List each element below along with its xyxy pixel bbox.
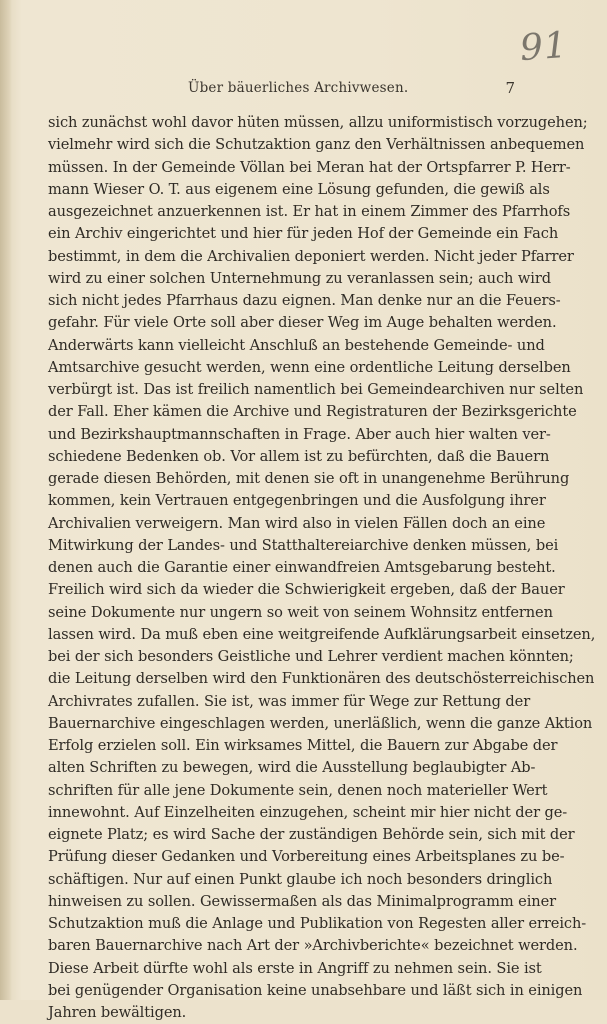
text-line: seine Dokumente nur ungern so weit von seinem Wohnsitz entfernen <box>48 603 553 621</box>
text-line: schriften für alle jene Dokumente sein, denen noch materieller Wert <box>48 781 548 799</box>
text-line: mann Wieser O. T. aus eigenem eine Lösung gefunden, die gewiß als <box>48 180 550 198</box>
text-line: Archivrates zufallen. Sie ist, was immer für Wege zur Rettung der <box>48 692 531 710</box>
text-line: schäftigen. Nur auf einen Punkt glaube ich noch besonders dringlich <box>48 870 553 888</box>
text-line: Anderwärts kann vielleicht Anschluß an bestehende Gemeinde- und <box>48 336 545 354</box>
text-line: lassen wird. Da muß eben eine weitgreifende Aufklärungsarbeit einsetzen, <box>48 625 596 643</box>
text-line: Freilich wird sich da wieder die Schwierigkeit ergeben, daß der Bauer <box>48 581 565 599</box>
text-line: bei der sich besonders Geistliche und Lehrer verdient machen könnten; <box>48 648 574 665</box>
text-line: hinweisen zu sollen. Gewissermaßen als das Minimalprogramm einer <box>48 892 556 910</box>
text-line: bei genügender Organisation keine unabsehbare und läßt sich in einigen <box>48 981 583 999</box>
text-line: Jahren bewältigen. <box>48 1004 187 1021</box>
text-line: die Leitung derselben wird den Funktionären des deutschösterreichischen <box>48 670 595 688</box>
text-line: Diese Arbeit dürfte wohl als erste in Angriff zu nehmen sein. Sie ist <box>48 959 542 977</box>
page-number: 7 <box>505 79 515 97</box>
text-line: Amtsarchive gesucht werden, wenn eine ordentliche Leitung derselben <box>48 358 571 376</box>
text-line: eignete Platz; es wird Sache der zuständigen Behörde sein, sich mit der <box>48 826 575 843</box>
text-line: müssen. In der Gemeinde Völlan bei Meran hat der Ortspfarrer P. Herr- <box>48 158 571 176</box>
text-line: vielmehr wird sich die Schutzaktion ganz den Verhältnissen anbequemen <box>48 136 585 154</box>
text-line: und Bezirkshauptmannschaften in Frage. Aber auch hier walten ver- <box>48 425 551 443</box>
text-line: gefahr. Für viele Orte soll aber dieser Weg im Auge behalten werden. <box>48 314 557 332</box>
text-line: ein Archiv eingerichtet und hier für jeden Hof der Gemeinde ein Fach <box>48 225 559 243</box>
text-line: sich nicht jedes Pfarrhaus dazu eignen. Man denke nur an die Feuers- <box>48 292 561 309</box>
text-line: gerade diesen Behörden, mit denen sie oft in unangenehme Berührung <box>48 470 570 487</box>
text-line: bestimmt, in dem die Archivalien deponiert werden. Nicht jeder Pfarrer <box>48 247 574 265</box>
text-line: baren Bauernarchive nach Art der »Archivberichte« bezeichnet werden. <box>48 937 578 955</box>
running-title: Über bäuerliches Archivwesen. <box>188 80 409 96</box>
text-line: sich zunächst wohl davor hüten müssen, allzu uniformistisch vorzugehen; <box>48 114 588 131</box>
text-line: Archivalien verweigern. Man wird also in vielen Fällen doch an eine <box>48 514 546 532</box>
text-line: denen auch die Garantie einer einwandfreien Amtsgebarung besteht. <box>48 559 556 576</box>
text-line: Prüfung dieser Gedanken und Vorbereitung eines Arbeitsplanes zu be- <box>48 848 565 866</box>
text-line: Mitwirkung der Landes- und Statthaltereiarchive denken müssen, bei <box>48 536 559 554</box>
text-line: schiedene Bedenken ob. Vor allem ist zu befürchten, daß die Bauern <box>48 447 550 465</box>
text-line: Erfolg erzielen soll. Ein wirksames Mittel, die Bauern zur Abgabe der <box>48 737 558 754</box>
text-line: der Fall. Eher kämen die Archive und Registraturen der Bezirksgerichte <box>48 403 577 421</box>
text-line: kommen, kein Vertrauen entgegenbringen und die Ausfolgung ihrer <box>48 492 546 510</box>
text-line: verbürgt ist. Das ist freilich namentlich bei Gemeindearchiven nur selten <box>48 381 584 398</box>
text-line: Schutzaktion muß die Anlage und Publikation von Regesten aller erreich- <box>48 915 587 932</box>
text-line: alten Schriften zu bewegen, wird die Ausstellung beglaubigter Ab- <box>48 759 536 777</box>
text-line: wird zu einer solchen Unternehmung zu veranlassen sein; auch wird <box>48 269 551 287</box>
handwritten-folio-number: 91 <box>518 24 570 70</box>
text-line: ausgezeichnet anzuerkennen ist. Er hat in einem Zimmer des Pfarrhofs <box>48 203 571 220</box>
body-text <box>48 112 596 1024</box>
page-binding-edge <box>0 0 12 1000</box>
text-line: Bauernarchive eingeschlagen werden, unerläßlich, wenn die ganze Aktion <box>48 714 593 732</box>
text-line: innewohnt. Auf Einzelheiten einzugehen, scheint mir hier nicht der ge- <box>48 803 568 821</box>
page-header <box>60 76 515 100</box>
